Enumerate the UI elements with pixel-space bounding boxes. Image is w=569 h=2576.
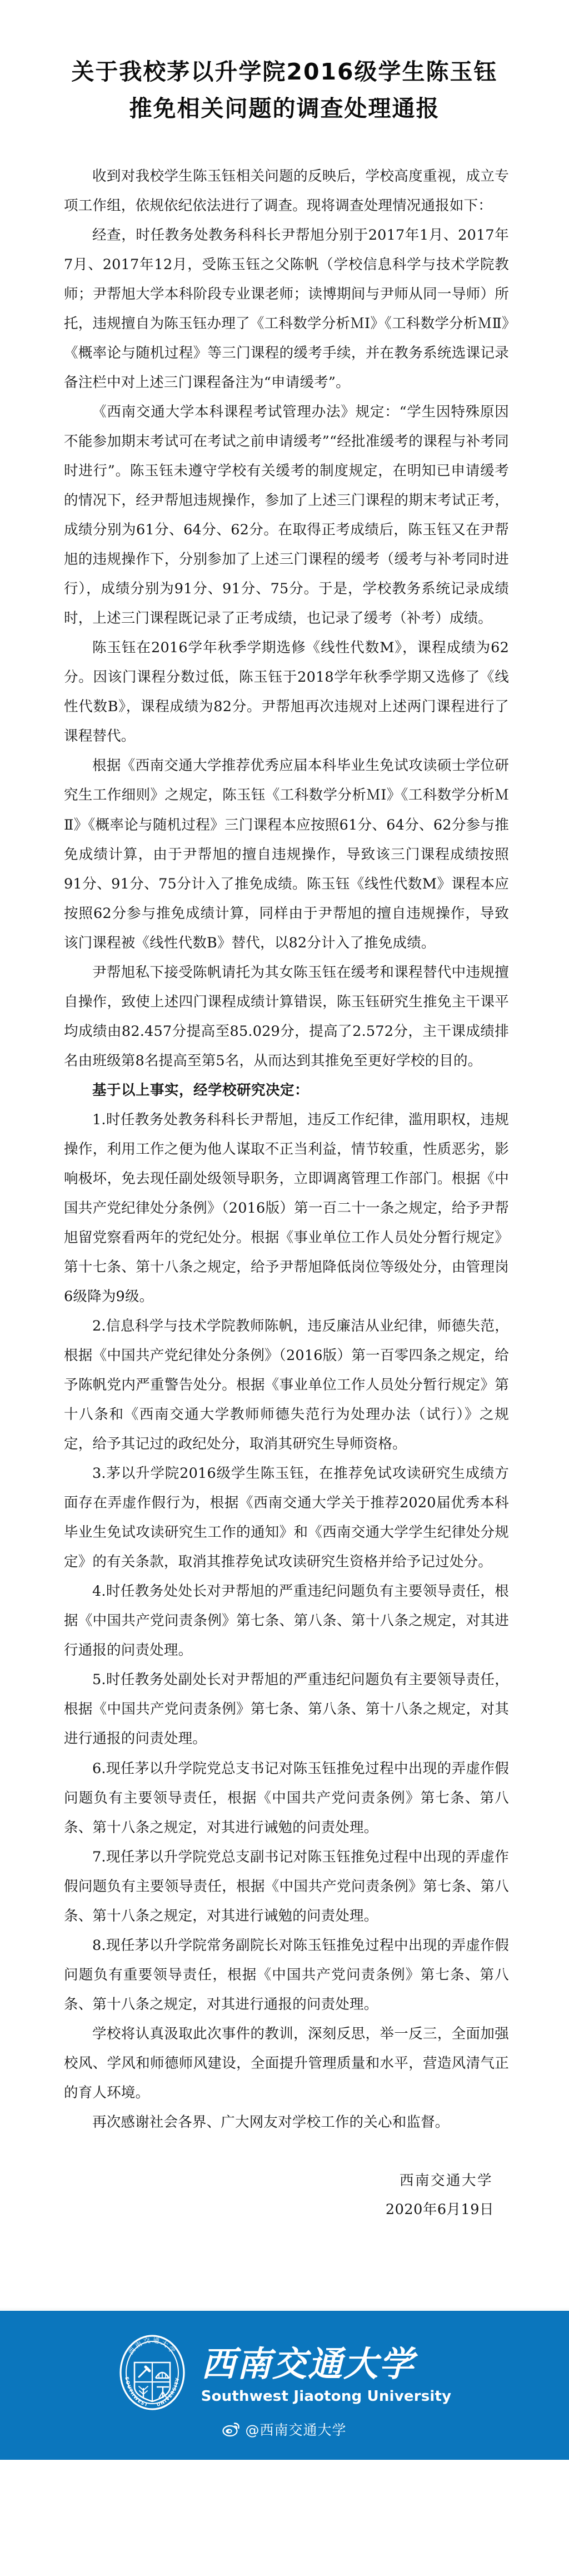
wordmark-group [201,2340,452,2405]
weibo-icon[interactable] [222,2422,240,2436]
decision-item: 2.信息科学与技术学院教师陈帆，违反廉洁从业纪律，师德失范，根据《中国共产党纪律处分条例》（2016版）第一百零四条之规定，给予陈帆党内严重警告处分。根据《事业单位工作人员处分暂行规定》第十八条和《西南交通大学教师师德失范行为处理办法（试行）》之规定，给予其记过的政纪处分，取消其研究生导师资格。 [64,1318,509,1453]
brand-lockup [118,2334,452,2411]
decision-item: 4.时任教务处处长对尹帮旭的严重违纪问题负有主要领导责任，根据《中国共产党问责条例》第七条、第八条、第十八条之规定，对其进行通报的问责处理。 [64,1583,509,1659]
signature-block [0,2137,569,2225]
svg-text:SOUTHWEST: SOUTHWEST [123,2376,149,2409]
paragraph: 陈玉钰在2016学年秋季学期选修《线性代数M》，课程成绩为62分。因该门课程分数过低，陈玉钰于2018学年秋季学期又选修了《线性代数B》，课程成绩为82分。尹帮旭再次违规对上述两门课程进行了课程替代。 [64,639,509,745]
decision-item: 1.时任教务处教务科科长尹帮旭，违反工作纪律，滥用职权，违规操作，利用工作之便为他人谋取不正当利益，情节较重，性质恶劣，影响极坏，免去现任副处级领导职务，立即调离管理工作部门。根据《中国共产党纪律处分条例》（2016版）第一百二十一条之规定，给予尹帮旭留党察看两年的党纪处分。根据《事业单位工作人员处分暂行规定》第十七条、第十八条之规定，给予尹帮旭降低岗位等级处分，由管理岗6级降为9级。 [64,1111,509,1305]
svg-text:西南交通大学: 西南交通大学 [201,2344,415,2385]
decision-item: 6.现任茅以升学院党总支书记对陈玉钰推免过程中出现的弄虚作假问题负有主要领导责任，根据《中国共产党问责条例》第七条、第八条、第十八条之规定，对其进行诫勉的问责处理。 [64,1760,509,1836]
paragraph: 《西南交通大学本科课程考试管理办法》规定：“学生因特殊原因不能参加期末考试可在考试之前申请缓考”“经批准缓考的课程与补考同时进行”。陈玉钰未遵守学校有关缓考的制度规定，在明知已申请缓考的情况下，经尹帮旭违规操作，参加了上述三门课程的期末考试正考，成绩分别为61分、64分、62分。在取得正考成绩后，陈玉钰又在尹帮旭的违规操作下，分别参加了上述三门课程的缓考（缓考与补考同时进行），成绩分别为91分、91分、75分。于是，学校教务系统记录成绩时，上述三门课程既记录了正考成绩，也记录了缓考（补考）成绩。 [64,404,509,627]
paragraph: 根据《西南交通大学推荐优秀应届本科毕业生免试攻读硕士学位研究生工作细则》之规定，陈玉钰《工科数学分析ＭⅠ》《工科数学分析ＭⅡ》《概率论与随机过程》三门课程本应按照61分、64分、62分参与推免成绩计算，由于尹帮旭的擅自违规操作，导致该三门课程成绩按照91分、91分、75分计入了推免成绩。陈玉钰《线性代数M》课程本应按照62分参与推免成绩计算，同样由于尹帮旭的擅自违规操作，导致该门课程被《线性代数B》替代，以82分计入了推免成绩。 [64,757,509,951]
weibo-row[interactable] [222,2419,346,2439]
english-wordmark: Southwest Jiaotong University [201,2388,452,2405]
page-title [0,0,569,127]
decision-item: 8.现任茅以升学院常务副院长对陈玉钰推免过程中出现的弄虚作假问题负有重要领导责任，根据《中国共产党问责条例》第七条、第八条、第十八条之规定，对其进行通报的问责处理。 [64,1937,509,2013]
weibo-handle[interactable]: @西南交通大学 [245,2422,347,2439]
decision-item: 7.现任茅以升学院党总支副书记对陈玉钰推免过程中出现的弄虚作假问题负有主要领导责任，根据《中国共产党问责条例》第七条、第八条、第十八条之规定，对其进行诫勉的问责处理。 [64,1848,509,1924]
bottom-spacer [0,2224,569,2307]
signature-issuer: 西南交通大学 [399,2172,493,2189]
paragraph: 学校将认真汲取此次事件的教训，深刻反思，举一反三，全面加强校风、学风和师德师风建设，全面提升管理质量和水平，营造风清气正的育人环境。 [64,2025,509,2101]
doc-title-line-2: 推免相关问题的调查处理通报 [129,95,440,122]
paragraph: 收到对我校学生陈玉钰相关问题的反映后，学校高度重视，成立专项工作组，依规依纪依法进行了调查。现将调查处理情况通报如下： [64,167,509,214]
paragraph: 再次感谢社会各界、广大网友对学校工作的关心和监督。 [92,2113,450,2131]
paragraph: 经查，时任教务处教务科科长尹帮旭分别于2017年1月、2017年7月、2017年12月，受陈玉钰之父陈帆（学校信息科学与技术学院教师；尹帮旭大学本科阶段专业课老师；读博期间与尹师从同一导师）所托，违规擅自为陈玉钰办理了《工科数学分析ＭⅠ》《工科数学分析ＭⅡ》《概率论与随机过程》等三门课程的缓考手续，并在教务系统选课记录备注栏中对上述三门课程备注为“申请缓考”。 [64,226,509,391]
chinese-wordmark [201,2340,415,2387]
svg-text:西南交通大学: 西南交通大学 [127,2336,178,2356]
paragraph: 尹帮旭私下接受陈帆请托为其女陈玉钰在缓考和课程替代中违规擅自操作，致使上述四门课程成绩计算错误，陈玉钰研究生推免主干课平均成绩由82.457分提高至85.029分，提高了2.572分，主干课成绩排名由班级第8名提高至第5名，从而达到其推免至更好学校的目的。 [64,964,509,1069]
decision-heading: 基于以上事实，经学校研究决定： [92,1081,310,1099]
decision-item: 5.时任教务处副处长对尹帮旭的严重违纪问题负有主要领导责任，根据《中国共产党问责条例》第七条、第八条、第十八条之规定，对其进行通报的问责处理。 [64,1671,509,1748]
svg-text:UNIVERSITY: UNIVERSITY [156,2377,181,2409]
signature-date: 2020年6月19日 [385,2201,494,2218]
document-body [0,127,569,2137]
doc-title-line-1: 关于我校茅以升学院2016级学生陈玉钰 [71,58,498,85]
footer-banner [0,2311,569,2460]
decision-item: 3.茅以升学院2016级学生陈玉钰，在推荐免试攻读研究生成绩方面存在弄虚作假行为，根据《西南交通大学关于推荐2020届优秀本科毕业生免试攻读研究生工作的通知》和《西南交通大学学生纪律处分规定》的有关条款，取消其推荐免试攻读研究生资格并给予记过处分。 [64,1465,509,1571]
university-seal-icon [118,2334,187,2411]
